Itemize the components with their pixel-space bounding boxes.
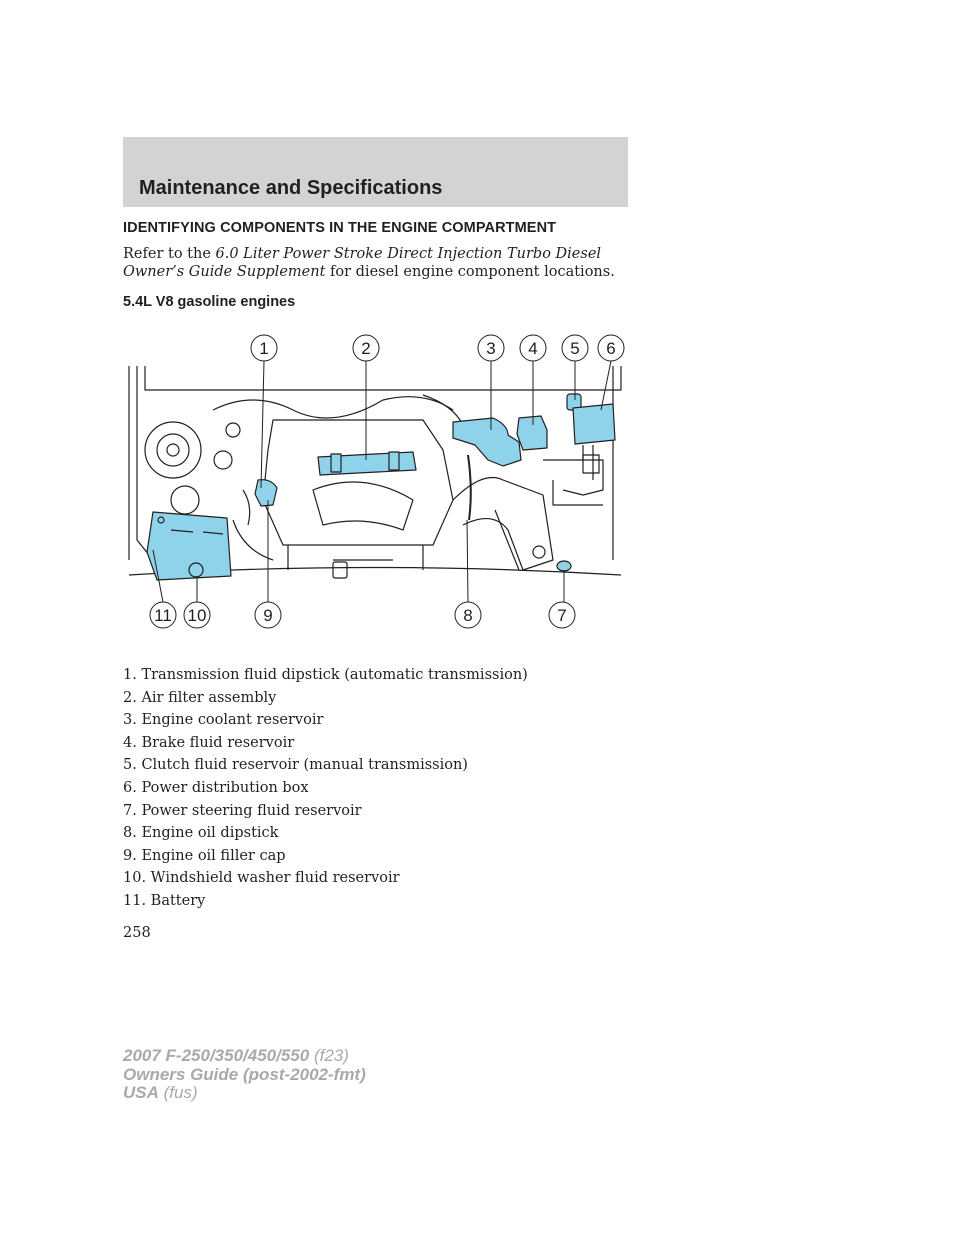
callout-6: [598, 335, 624, 361]
legend-item: 8. Engine oil dipstick: [123, 825, 279, 842]
section-heading: IDENTIFYING COMPONENTS IN THE ENGINE COMPARTMENT: [123, 220, 557, 236]
callout-5: [562, 335, 588, 361]
document-footer: [123, 1047, 366, 1103]
callout-7: [549, 602, 575, 628]
legend-item: 9. Engine oil filler cap: [123, 847, 286, 864]
callout-8: [455, 602, 481, 628]
callout-label-2: 2: [361, 339, 371, 358]
intro-paragraph: [123, 245, 623, 281]
callout-label-5: 5: [570, 339, 580, 358]
callout-3: [478, 335, 504, 361]
callout-label-9: 9: [263, 606, 273, 625]
intro-suffix: for diesel engine component locations.: [325, 264, 615, 280]
page-number: 258: [123, 925, 151, 941]
intro-italic-reference: 6.0 Liter Power Stroke Direct Injection Turbo Diesel Owner’s Guide Supplement: [123, 246, 602, 280]
callout-10: [184, 602, 210, 628]
callout-label-6: 6: [606, 339, 616, 358]
footer-guide: Owners Guide (post-2002-fmt): [123, 1064, 366, 1084]
callout-label-1: 1: [259, 339, 269, 358]
callout-11: [150, 602, 176, 628]
callout-4: [520, 335, 546, 361]
callout-label-8: 8: [463, 606, 473, 625]
engine-subheading: 5.4L V8 gasoline engines: [123, 294, 296, 310]
callout-9: [255, 602, 281, 628]
callout-2: [353, 335, 379, 361]
footer-model: 2007 F-250/350/450/550: [123, 1046, 310, 1065]
section-header-title: Maintenance and Specifications: [139, 177, 443, 199]
section-header-band: [123, 137, 628, 207]
footer-market: USA: [123, 1083, 159, 1102]
callout-label-3: 3: [486, 339, 496, 358]
intro-prefix: Refer to the: [123, 246, 216, 262]
component-legend: [123, 664, 528, 913]
legend-item: 10. Windshield washer fluid reservoir: [123, 870, 400, 887]
footer-market-code: (fus): [158, 1083, 198, 1102]
callout-label-7: 7: [557, 606, 567, 625]
legend-item: 4. Brake fluid reservoir: [123, 734, 295, 751]
callout-label-11: 11: [154, 606, 172, 625]
footer-model-code: (f23): [309, 1046, 349, 1065]
callout-1: [251, 335, 277, 361]
legend-item: 3. Engine coolant reservoir: [123, 712, 324, 729]
legend-item: 1. Transmission fluid dipstick (automatic transmission): [123, 667, 528, 683]
legend-item: 7. Power steering fluid reservoir: [123, 802, 362, 819]
engine-compartment-diagram: [123, 330, 628, 630]
legend-item: 5. Clutch fluid reservoir (manual transmission): [123, 757, 468, 774]
legend-item: 2. Air filter assembly: [123, 689, 277, 706]
callout-label-10: 10: [187, 606, 207, 625]
legend-item: 11. Battery: [123, 892, 206, 909]
legend-item: 6. Power distribution box: [123, 779, 309, 796]
callout-markers: [123, 330, 628, 630]
callout-label-4: 4: [528, 339, 538, 358]
